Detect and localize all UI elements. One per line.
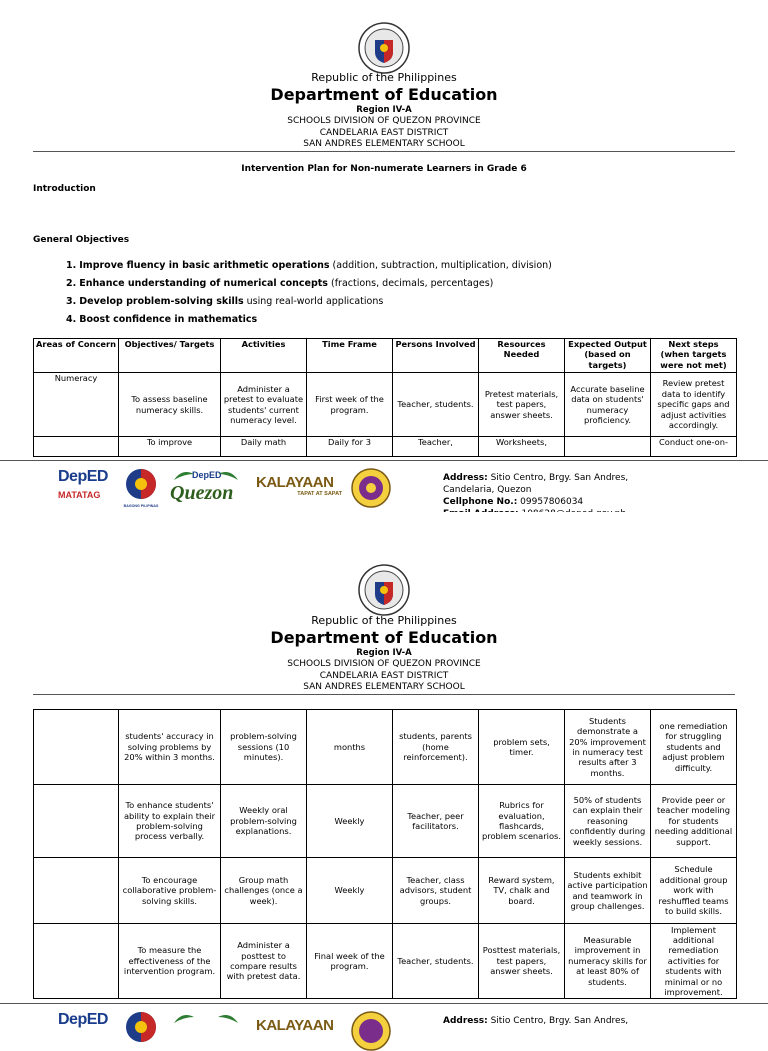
page-gap <box>0 512 768 542</box>
table-cell <box>565 437 651 457</box>
table-cell: Implement additional remediation activities for students with minimal or no improvement. <box>651 924 737 999</box>
quezon-logo-text: Quezon <box>170 482 234 504</box>
address-line: Candelaria, Quezon <box>443 485 532 495</box>
table-cell: Group math challenges (once a week). <box>221 858 307 924</box>
division-text: SCHOOLS DIVISION OF QUEZON PROVINCE <box>287 116 481 126</box>
republic-text: Republic of the Philippines <box>311 614 457 627</box>
table-cell: Teacher, peer facilitators. <box>393 785 479 858</box>
column-header: Expected Output (based on targets) <box>565 339 651 373</box>
table-cell: Weekly oral problem-solving explanations. <box>221 785 307 858</box>
footer-divider <box>0 460 768 461</box>
table-row <box>34 373 737 437</box>
table-cell: Reward system, TV, chalk and board. <box>479 858 565 924</box>
table-cell: Teacher, students. <box>393 373 479 437</box>
table-cell: Administer a pretest to evaluate students' current numeracy level. <box>221 373 307 437</box>
table-cell: Students exhibit active participation and teamwork in group challenges. <box>565 858 651 924</box>
table-cell: To improve <box>119 437 221 457</box>
address-line: Sitio Centro, Brgy. San Andres, <box>487 1016 629 1026</box>
table-cell: To measure the effectiveness of the intervention program. <box>119 924 221 999</box>
republic-text: Republic of the Philippines <box>311 71 457 84</box>
table-cell: First week of the program. <box>307 373 393 437</box>
column-header: Persons Involved <box>393 339 479 373</box>
school-address-block: Address: Sitio Centro, Brgy. San Andres, <box>443 1016 629 1026</box>
table-cell: students' accuracy in solving problems by 20% within 3 months. <box>119 710 221 785</box>
objective-item: 3. Develop problem-solving skills using real-world applications <box>66 296 384 307</box>
deped-logo-text: DepED <box>58 1011 108 1028</box>
column-header: Resources Needed <box>479 339 565 373</box>
deped-matatag-logo <box>58 1011 114 1051</box>
table-row <box>34 858 737 924</box>
letterhead <box>0 614 768 694</box>
document-page-1 <box>0 0 768 512</box>
table-cell: Students demonstrate a 20% improvement in numeracy test results after 3 months. <box>565 710 651 785</box>
table-cell: Numeracy <box>34 373 119 437</box>
deped-seal-icon <box>358 22 410 74</box>
objectives-heading: General Objectives <box>33 235 130 245</box>
objective-item: 1. Improve fluency in basic arithmetic operations (addition, subtraction, multiplication, division) <box>66 260 552 271</box>
kalayaan-logo <box>256 1017 342 1051</box>
table-cell: Teacher, students. <box>393 924 479 999</box>
school-text: SAN ANDRES ELEMENTARY SCHOOL <box>303 139 465 149</box>
table-cell: problem-solving sessions (10 minutes). <box>221 710 307 785</box>
department-title: Department of Education <box>270 628 498 647</box>
table-cell: Review pretest data to identify specific gaps and adjust activities accordingly. <box>651 373 737 437</box>
table-cell: Pretest materials, test papers, answer sheets. <box>479 373 565 437</box>
footer <box>0 462 768 510</box>
department-title: Department of Education <box>270 85 498 104</box>
kalayaan-text: KALAYAAN <box>256 474 334 491</box>
leaf-icon <box>168 468 244 482</box>
header-divider <box>33 694 735 695</box>
bagong-pilipinas-text: BAGONG PILIPINAS <box>123 504 159 508</box>
table-row <box>34 785 737 858</box>
bagong-pilipinas-icon <box>121 468 161 500</box>
table-cell: Weekly <box>307 858 393 924</box>
table-row <box>34 710 737 785</box>
intervention-table <box>33 338 737 457</box>
table-cell: Accurate baseline data on students' numeracy proficiency. <box>565 373 651 437</box>
letterhead <box>0 71 768 151</box>
table-cell: To encourage collaborative problem-solving skills. <box>119 858 221 924</box>
column-header: Objectives/ Targets <box>119 339 221 373</box>
table-row <box>34 437 737 457</box>
table-cell: 50% of students can explain their reasoning confidently during weekly sessions. <box>565 785 651 858</box>
table-cell <box>34 924 119 999</box>
table-cell <box>34 858 119 924</box>
bagong-pilipinas-logo <box>118 468 164 508</box>
leaf-icon <box>168 1011 244 1025</box>
school-seal-icon <box>349 468 393 508</box>
table-cell: Teacher, <box>393 437 479 457</box>
quezon-deped-logo <box>168 468 244 508</box>
introduction-heading: Introduction <box>33 184 96 194</box>
header-divider <box>33 151 735 152</box>
table-cell: Daily math <box>221 437 307 457</box>
division-text: SCHOOLS DIVISION OF QUEZON PROVINCE <box>287 659 481 669</box>
document-title: Intervention Plan for Non-numerate Learners in Grade 6 <box>241 164 527 174</box>
table-cell: Posttest materials, test papers, answer sheets. <box>479 924 565 999</box>
address-line: Sitio Centro, Brgy. San Andres, <box>487 473 629 483</box>
table-cell: Weekly <box>307 785 393 858</box>
table-cell: Daily for 3 <box>307 437 393 457</box>
table-cell <box>34 437 119 457</box>
intervention-table-continued <box>33 709 737 999</box>
deped-logo-text: DepED <box>58 468 108 485</box>
district-text: CANDELARIA EAST DISTRICT <box>319 670 449 681</box>
table-cell: months <box>307 710 393 785</box>
kalayaan-subtext: TAPAT AT SAPAT <box>297 491 342 497</box>
column-header: Time Frame <box>307 339 393 373</box>
region-text: Region IV-A <box>356 648 412 658</box>
table-cell: students, parents (home reinforcement). <box>393 710 479 785</box>
region-text: Region IV-A <box>356 105 412 115</box>
deped-matatag-logo <box>58 468 114 508</box>
school-address-block: Address: Sitio Centro, Brgy. San Andres, Candelaria, Quezon Cellphone No.: 09957806034 <box>443 472 628 520</box>
column-header: Areas of Concern <box>34 339 119 373</box>
table-cell: Teacher, class advisors, student groups. <box>393 858 479 924</box>
school-text: SAN ANDRES ELEMENTARY SCHOOL <box>303 682 465 692</box>
table-header-row <box>34 339 737 373</box>
cellphone-number: 09957806034 <box>517 497 584 507</box>
document-page-2 <box>0 542 768 1034</box>
objective-item: 2. Enhance understanding of numerical concepts (fractions, decimals, percentages) <box>66 278 494 289</box>
deped-seal-icon <box>358 564 410 616</box>
column-header: Next steps (when targets were not met) <box>651 339 737 373</box>
column-header: Activities <box>221 339 307 373</box>
table-cell: Administer a posttest to compare results with pretest data. <box>221 924 307 999</box>
table-cell: To assess baseline numeracy skills. <box>119 373 221 437</box>
table-cell: Rubrics for evaluation, flashcards, problem scenarios. <box>479 785 565 858</box>
table-cell: problem sets, timer. <box>479 710 565 785</box>
table-cell: To enhance students' ability to explain their problem-solving process verbally. <box>119 785 221 858</box>
table-cell: Schedule additional group work with reshuffled teams to build skills. <box>651 858 737 924</box>
table-cell: Conduct one-on- <box>651 437 737 457</box>
table-cell: one remediation for struggling students and adjust problem difficulty. <box>651 710 737 785</box>
table-cell <box>34 785 119 858</box>
table-clip <box>0 338 768 448</box>
quezon-deped-text: DepED <box>192 470 222 480</box>
table-cell: Worksheets, <box>479 437 565 457</box>
footer <box>0 1005 768 1034</box>
kalayaan-logo <box>256 474 342 508</box>
table-cell: Final week of the program. <box>307 924 393 999</box>
table-cell <box>34 710 119 785</box>
table-cell: Measurable improvement in numeracy skills for at least 80% of students. <box>565 924 651 999</box>
table-cell: Provide peer or teacher modeling for students needing additional support. <box>651 785 737 858</box>
bagong-pilipinas-icon <box>121 1011 161 1043</box>
table-row <box>34 924 737 999</box>
matatag-text: MATATAG <box>58 490 101 500</box>
objective-item: 4. Boost confidence in mathematics <box>66 314 258 325</box>
footer-divider <box>0 1003 768 1004</box>
district-text: CANDELARIA EAST DISTRICT <box>319 127 449 138</box>
kalayaan-text: KALAYAAN <box>256 1017 334 1034</box>
school-seal-icon <box>349 1011 393 1051</box>
